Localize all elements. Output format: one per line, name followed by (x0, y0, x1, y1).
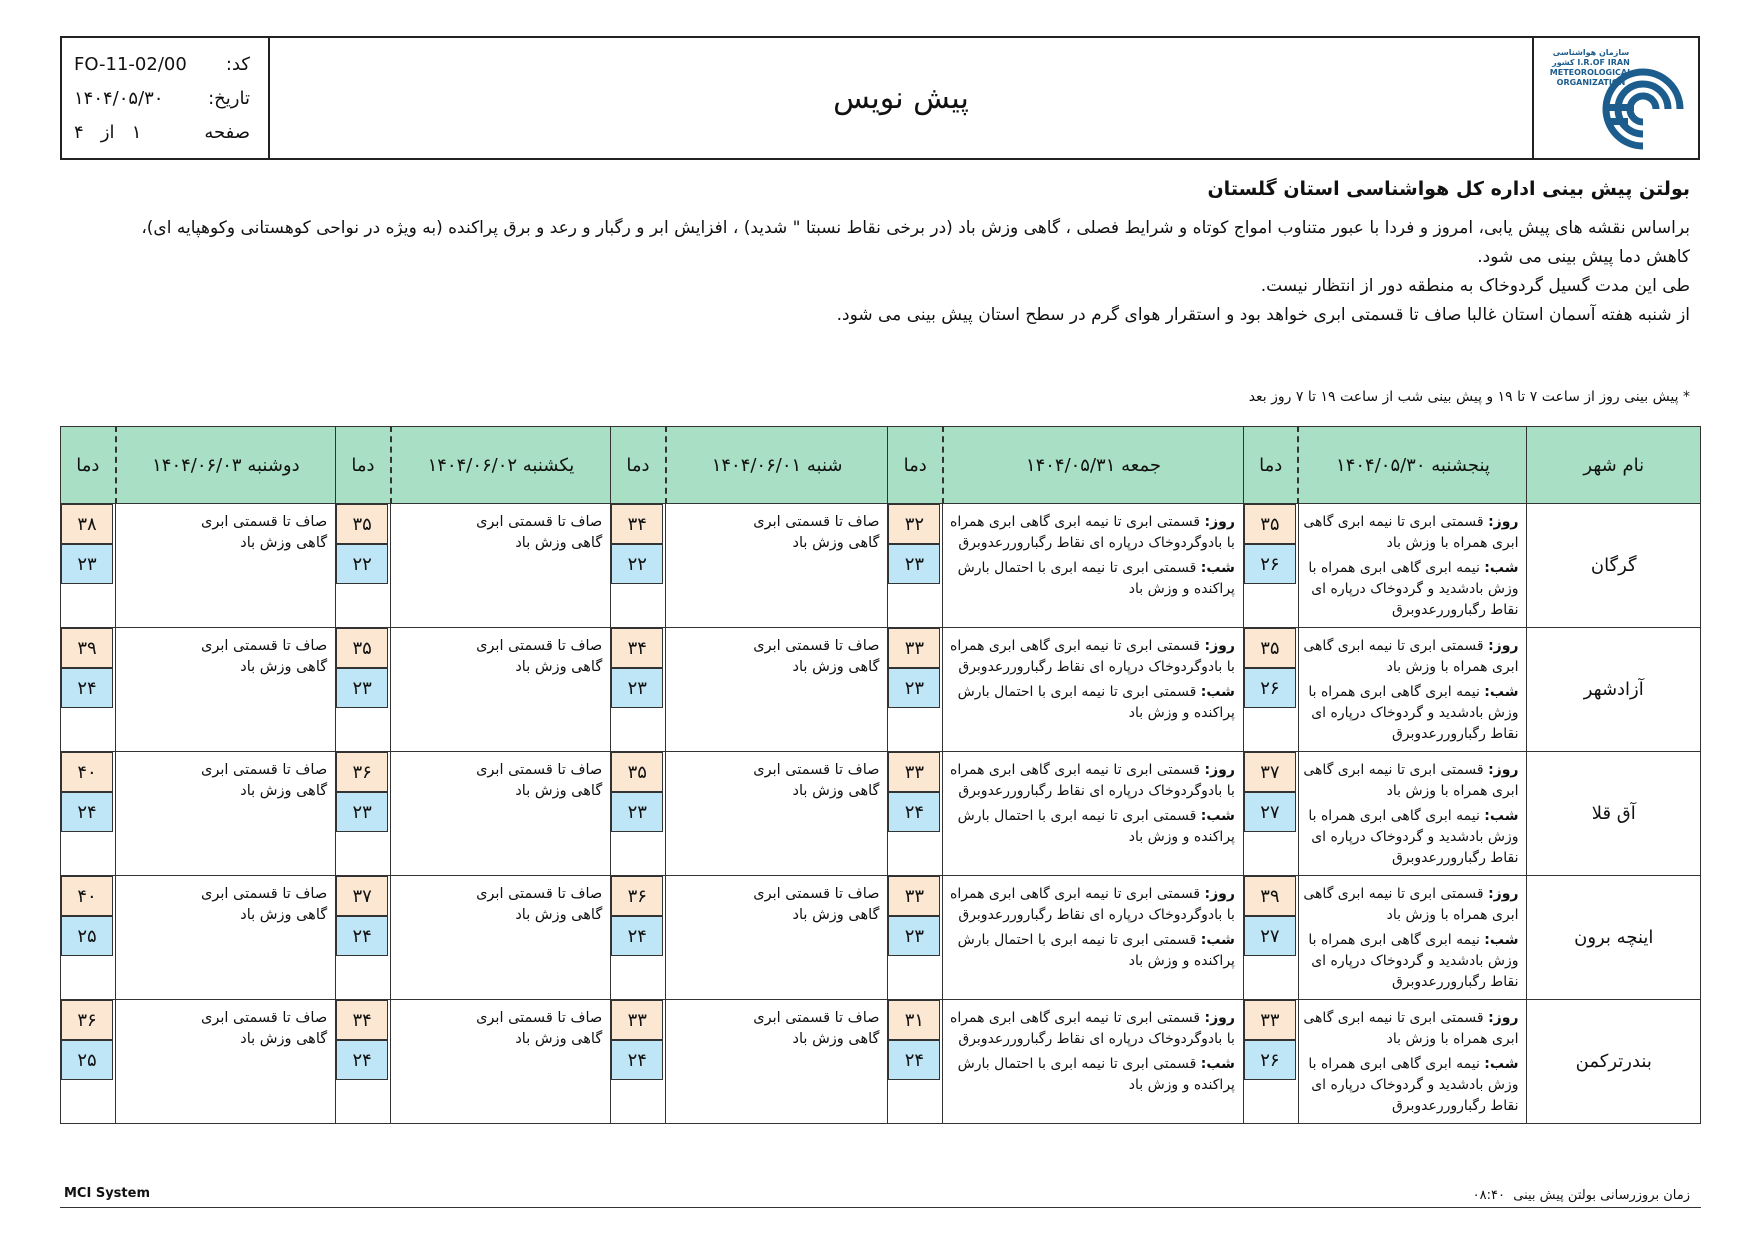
forecast-line: گاهی وزش باد (792, 659, 880, 675)
forecast-line: گاهی وزش باد (240, 783, 328, 799)
max-temp: ۳۷ (1244, 752, 1296, 792)
forecast-description (666, 752, 888, 876)
night-label: شب: (1484, 684, 1519, 700)
code-value: FO-11-02/00 (74, 54, 187, 75)
temperature-cell (611, 752, 666, 876)
temperature-cell (61, 1000, 116, 1124)
day-text: قسمتی ابری تا نیمه ابری گاهی ابری همراه با بادوگردوخاک درپاره ای نقاط رگباروررعدوبرق (950, 1010, 1235, 1047)
forecast-line: صاف تا قسمتی ابری (476, 514, 603, 530)
forecast-line: گاهی وزش باد (515, 1031, 603, 1047)
temperature-cell (888, 1000, 943, 1124)
night-label: شب: (1200, 560, 1235, 576)
forecast-paragraph: طی این مدت گسیل گردوخاک به منطقه دور از انتظار نیست. (1260, 276, 1690, 296)
min-temp: ۲۴ (61, 792, 113, 832)
forecast-line: گاهی وزش باد (792, 1031, 880, 1047)
day-header: یکشنبه ۱۴۰۴/۰۶/۰۲ (391, 427, 611, 504)
night-label: شب: (1484, 1056, 1519, 1072)
min-temp: ۲۳ (336, 668, 388, 708)
min-temp: ۲۵ (61, 1040, 113, 1080)
forecast-line: صاف تا قسمتی ابری (753, 762, 880, 778)
day-label: روز: (1204, 514, 1235, 530)
forecast-line: صاف تا قسمتی ابری (476, 886, 603, 902)
night-label: شب: (1200, 1056, 1235, 1072)
forecast-description (943, 1000, 1243, 1124)
night-label: شب: (1200, 808, 1235, 824)
night-forecast (947, 930, 1234, 972)
organization-logo-text: سازمان هواشناسی کشور I.R.OF IRAN METEOROLOGICAL ORGANIZATION (1549, 48, 1633, 87)
day-text: قسمتی ابری تا نیمه ابری گاهی ابری همراه با وزش باد (1303, 514, 1519, 551)
min-temp: ۲۶ (1244, 668, 1296, 708)
system-name: MCI System (64, 1186, 150, 1201)
night-text: نیمه ابری گاهی ابری همراه با وزش بادشدید و گردوخاک درپاره ای نقاط رگباروررعدوبرق (1308, 684, 1519, 742)
day-forecast (1303, 636, 1519, 678)
forecast-description (391, 628, 611, 752)
max-temp: ۳۶ (611, 876, 663, 916)
forecast-description (391, 504, 611, 628)
logo-cell (1532, 38, 1698, 158)
forecast-description (666, 1000, 888, 1124)
min-temp: ۲۳ (611, 668, 663, 708)
forecast-line: گاهی وزش باد (515, 535, 603, 551)
day-text: قسمتی ابری تا نیمه ابری گاهی ابری همراه با وزش باد (1303, 1010, 1519, 1047)
forecast-line: صاف تا قسمتی ابری (753, 514, 880, 530)
forecast-description (116, 628, 336, 752)
day-header: پنجشنبه ۱۴۰۴/۰۵/۳۰ (1298, 427, 1527, 504)
max-temp: ۳۵ (336, 504, 388, 544)
max-temp: ۳۴ (336, 1000, 388, 1040)
min-temp: ۲۶ (1244, 544, 1296, 584)
temp-header: دما (888, 427, 943, 504)
min-temp: ۲۴ (336, 916, 388, 956)
day-forecast (947, 760, 1234, 802)
max-temp: ۳۱ (888, 1000, 940, 1040)
night-text: قسمتی ابری تا نیمه ابری با احتمال بارش پراکنده و وزش باد (957, 1056, 1235, 1093)
table-header-row (61, 427, 1701, 504)
temperature-cell (1243, 752, 1298, 876)
forecast-description (943, 752, 1243, 876)
day-label: روز: (1488, 762, 1519, 778)
night-text: نیمه ابری گاهی ابری همراه با وزش بادشدید و گردوخاک درپاره ای نقاط رگباروررعدوبرق (1308, 932, 1519, 990)
forecast-description (943, 876, 1243, 1000)
day-label: روز: (1488, 638, 1519, 654)
forecast-line: گاهی وزش باد (240, 659, 328, 675)
min-temp: ۲۴ (61, 668, 113, 708)
organization-logo-icon (1598, 64, 1688, 154)
day-forecast (1303, 1008, 1519, 1050)
temperature-cell (888, 752, 943, 876)
code-label: کد: (225, 54, 250, 75)
city-name: آزادشهر (1527, 628, 1701, 752)
max-temp: ۳۵ (1244, 628, 1296, 668)
day-forecast (947, 636, 1234, 678)
night-label: شب: (1484, 560, 1519, 576)
forecast-paragraph: کاهش دما پیش بینی می شود. (1477, 247, 1690, 267)
forecast-line: صاف تا قسمتی ابری (753, 886, 880, 902)
max-temp: ۳۳ (1244, 1000, 1296, 1040)
max-temp: ۴۰ (61, 876, 113, 916)
city-header: نام شهر (1527, 427, 1701, 504)
forecast-line: صاف تا قسمتی ابری (753, 1010, 880, 1026)
temperature-cell (336, 628, 391, 752)
min-temp: ۲۲ (336, 544, 388, 584)
forecast-line: صاف تا قسمتی ابری (200, 514, 328, 530)
city-name: اینچه برون (1527, 876, 1701, 1000)
forecast-description (1298, 752, 1527, 876)
min-temp: ۲۳ (611, 792, 663, 832)
night-forecast (1303, 682, 1519, 745)
forecast-line: گاهی وزش باد (240, 907, 328, 923)
forecast-line: صاف تا قسمتی ابری (476, 638, 603, 654)
day-text: قسمتی ابری تا نیمه ابری گاهی ابری همراه با بادوگردوخاک درپاره ای نقاط رگباروررعدوبرق (950, 638, 1235, 675)
day-header: دوشنبه ۱۴۰۴/۰۶/۰۳ (116, 427, 336, 504)
min-temp: ۲۳ (888, 916, 940, 956)
temperature-cell (888, 504, 943, 628)
forecast-line: صاف تا قسمتی ابری (753, 638, 880, 654)
max-temp: ۳۵ (1244, 504, 1296, 544)
min-temp: ۲۳ (336, 792, 388, 832)
day-text: قسمتی ابری تا نیمه ابری گاهی ابری همراه با بادوگردوخاک درپاره ای نقاط رگباروررعدوبرق (950, 514, 1235, 551)
day-forecast (947, 512, 1234, 554)
forecast-description (116, 876, 336, 1000)
min-temp: ۲۴ (336, 1040, 388, 1080)
max-temp: ۳۵ (611, 752, 663, 792)
night-text: قسمتی ابری تا نیمه ابری با احتمال بارش پراکنده و وزش باد (957, 932, 1235, 969)
temperature-cell (336, 504, 391, 628)
temperature-cell (61, 628, 116, 752)
min-temp: ۲۳ (888, 544, 940, 584)
min-temp: ۲۴ (888, 1040, 940, 1080)
temperature-cell (611, 628, 666, 752)
page-title: پیش نویس (833, 80, 969, 116)
temp-header: دما (61, 427, 116, 504)
forecast-description (666, 628, 888, 752)
min-temp: ۲۵ (61, 916, 113, 956)
day-label: روز: (1488, 886, 1519, 902)
min-temp: ۲۷ (1244, 916, 1296, 956)
day-label: روز: (1488, 514, 1519, 530)
night-forecast (947, 558, 1234, 600)
night-forecast (947, 806, 1234, 848)
forecast-line: گاهی وزش باد (792, 783, 880, 799)
forecast-description (116, 504, 336, 628)
day-text: قسمتی ابری تا نیمه ابری گاهی ابری همراه با بادوگردوخاک درپاره ای نقاط رگباروررعدوبرق (950, 886, 1235, 923)
forecast-description (391, 1000, 611, 1124)
min-temp: ۲۳ (61, 544, 113, 584)
day-label: روز: (1204, 886, 1235, 902)
city-name: بندرترکمن (1527, 1000, 1701, 1124)
forecast-table (60, 426, 1701, 1124)
day-header: شنبه ۱۴۰۴/۰۶/۰۱ (666, 427, 888, 504)
table-row (61, 752, 1701, 876)
max-temp: ۳۴ (611, 628, 663, 668)
temp-header: دما (611, 427, 666, 504)
night-label: شب: (1484, 808, 1519, 824)
temperature-cell (336, 876, 391, 1000)
table-row (61, 1000, 1701, 1124)
temperature-cell (611, 876, 666, 1000)
forecast-line: گاهی وزش باد (515, 907, 603, 923)
forecast-line: گاهی وزش باد (240, 1031, 328, 1047)
footer-divider (60, 1207, 1701, 1208)
day-text: قسمتی ابری تا نیمه ابری گاهی ابری همراه با وزش باد (1303, 638, 1519, 675)
date-value: ۱۴۰۴/۰۵/۳۰ (74, 88, 164, 109)
page-number: ۱ از ۴ (74, 122, 142, 143)
night-text: قسمتی ابری تا نیمه ابری با احتمال بارش پراکنده و وزش باد (957, 808, 1235, 845)
day-header: جمعه ۱۴۰۴/۰۵/۳۱ (943, 427, 1243, 504)
max-temp: ۳۳ (888, 628, 940, 668)
table-row (61, 504, 1701, 628)
forecast-paragraph: براساس نقشه های پیش یابی، امروز و فردا با عبور متناوب امواج کوتاه و شرایط فصلی ، گاهی وزش باد (در برخی نقاط نسبتا " شدید) ، افزایش ابر و رگبار و رعد و برق پراکنده (به ویژه در نواحی کوهستانی وکوهپایه ای)، (141, 218, 1690, 238)
day-label: روز: (1204, 762, 1235, 778)
forecast-description (666, 504, 888, 628)
max-temp: ۳۵ (336, 628, 388, 668)
min-temp: ۲۴ (611, 1040, 663, 1080)
temperature-cell (336, 1000, 391, 1124)
forecast-line: صاف تا قسمتی ابری (200, 638, 328, 654)
forecast-line: گاهی وزش باد (240, 535, 328, 551)
temperature-cell (888, 628, 943, 752)
temperature-cell (611, 1000, 666, 1124)
max-temp: ۴۰ (61, 752, 113, 792)
forecast-description (116, 1000, 336, 1124)
day-forecast (1303, 512, 1519, 554)
night-text: قسمتی ابری تا نیمه ابری با احتمال بارش پراکنده و وزش باد (957, 684, 1235, 721)
max-temp: ۳۳ (888, 752, 940, 792)
day-text: قسمتی ابری تا نیمه ابری گاهی ابری همراه با وزش باد (1303, 762, 1519, 799)
night-forecast (1303, 806, 1519, 869)
night-text: نیمه ابری گاهی ابری همراه با وزش بادشدید و گردوخاک درپاره ای نقاط رگباروررعدوبرق (1308, 560, 1519, 618)
document-meta (62, 38, 270, 158)
city-name: گرگان (1527, 504, 1701, 628)
day-text: قسمتی ابری تا نیمه ابری گاهی ابری همراه با وزش باد (1303, 886, 1519, 923)
min-temp: ۲۲ (611, 544, 663, 584)
day-forecast (1303, 760, 1519, 802)
night-text: نیمه ابری گاهی ابری همراه با وزش بادشدید و گردوخاک درپاره ای نقاط رگباروررعدوبرق (1308, 808, 1519, 866)
forecast-description (666, 876, 888, 1000)
temperature-cell (888, 876, 943, 1000)
min-temp: ۲۳ (888, 668, 940, 708)
min-temp: ۲۴ (888, 792, 940, 832)
max-temp: ۳۹ (61, 628, 113, 668)
day-text: قسمتی ابری تا نیمه ابری گاهی ابری همراه با بادوگردوخاک درپاره ای نقاط رگباروررعدوبرق (950, 762, 1235, 799)
forecast-time-note: * پیش بینی روز از ساعت ۷ تا ۱۹ و پیش بینی شب از ساعت ۱۹ تا ۷ روز بعد (1248, 389, 1690, 405)
temperature-cell (61, 504, 116, 628)
max-temp: ۳۶ (336, 752, 388, 792)
day-forecast (947, 1008, 1234, 1050)
forecast-line: گاهی وزش باد (515, 783, 603, 799)
city-name: آق قلا (1527, 752, 1701, 876)
temp-header: دما (336, 427, 391, 504)
max-temp: ۳۸ (61, 504, 113, 544)
table-row (61, 876, 1701, 1000)
day-label: روز: (1204, 638, 1235, 654)
date-label: تاریخ: (208, 88, 250, 109)
forecast-line: صاف تا قسمتی ابری (200, 762, 328, 778)
min-temp: ۲۶ (1244, 1040, 1296, 1080)
max-temp: ۳۶ (61, 1000, 113, 1040)
forecast-line: صاف تا قسمتی ابری (476, 762, 603, 778)
forecast-line: صاف تا قسمتی ابری (476, 1010, 603, 1026)
bulletin-title: بولتن پیش بینی اداره کل هواشناسی استان گلستان (1207, 178, 1690, 200)
forecast-line: گاهی وزش باد (515, 659, 603, 675)
temperature-cell (336, 752, 391, 876)
night-text: قسمتی ابری تا نیمه ابری با احتمال بارش پراکنده و وزش باد (957, 560, 1235, 597)
temperature-cell (61, 876, 116, 1000)
day-label: روز: (1204, 1010, 1235, 1026)
forecast-line: گاهی وزش باد (792, 535, 880, 551)
forecast-description (391, 876, 611, 1000)
night-forecast (947, 1054, 1234, 1096)
temperature-cell (611, 504, 666, 628)
forecast-description (1298, 628, 1527, 752)
temp-header: دما (1243, 427, 1298, 504)
day-forecast (1303, 884, 1519, 926)
night-forecast (947, 682, 1234, 724)
night-forecast (1303, 1054, 1519, 1117)
max-temp: ۳۲ (888, 504, 940, 544)
forecast-description (943, 504, 1243, 628)
page-label: صفحه (204, 122, 250, 143)
temperature-cell (1243, 628, 1298, 752)
temperature-cell (61, 752, 116, 876)
night-label: شب: (1200, 684, 1235, 700)
max-temp: ۳۷ (336, 876, 388, 916)
table-row (61, 628, 1701, 752)
forecast-description (1298, 1000, 1527, 1124)
min-temp: ۲۴ (611, 916, 663, 956)
forecast-description (1298, 504, 1527, 628)
forecast-line: گاهی وزش باد (792, 907, 880, 923)
document-header (60, 36, 1700, 160)
max-temp: ۳۴ (611, 504, 663, 544)
forecast-description (391, 752, 611, 876)
forecast-description (943, 628, 1243, 752)
night-forecast (1303, 930, 1519, 993)
day-label: روز: (1488, 1010, 1519, 1026)
day-forecast (947, 884, 1234, 926)
min-temp: ۲۷ (1244, 792, 1296, 832)
forecast-line: صاف تا قسمتی ابری (200, 1010, 328, 1026)
max-temp: ۳۹ (1244, 876, 1296, 916)
max-temp: ۳۳ (888, 876, 940, 916)
update-time: زمان بروزرسانی بولتن پیش بینی ۰۸:۴۰ (1472, 1188, 1690, 1203)
night-forecast (1303, 558, 1519, 621)
night-text: نیمه ابری گاهی ابری همراه با وزش بادشدید و گردوخاک درپاره ای نقاط رگباروررعدوبرق (1308, 1056, 1519, 1114)
max-temp: ۳۳ (611, 1000, 663, 1040)
temperature-cell (1243, 1000, 1298, 1124)
temperature-cell (1243, 504, 1298, 628)
forecast-description (116, 752, 336, 876)
forecast-line: صاف تا قسمتی ابری (200, 886, 328, 902)
forecast-paragraph: از شنبه هفته آسمان استان غالبا صاف تا قسمتی ابری خواهد بود و استقرار هوای گرم در سطح استان پیش بینی می شود. (836, 305, 1690, 325)
temperature-cell (1243, 876, 1298, 1000)
night-label: شب: (1484, 932, 1519, 948)
forecast-description (1298, 876, 1527, 1000)
night-label: شب: (1200, 932, 1235, 948)
